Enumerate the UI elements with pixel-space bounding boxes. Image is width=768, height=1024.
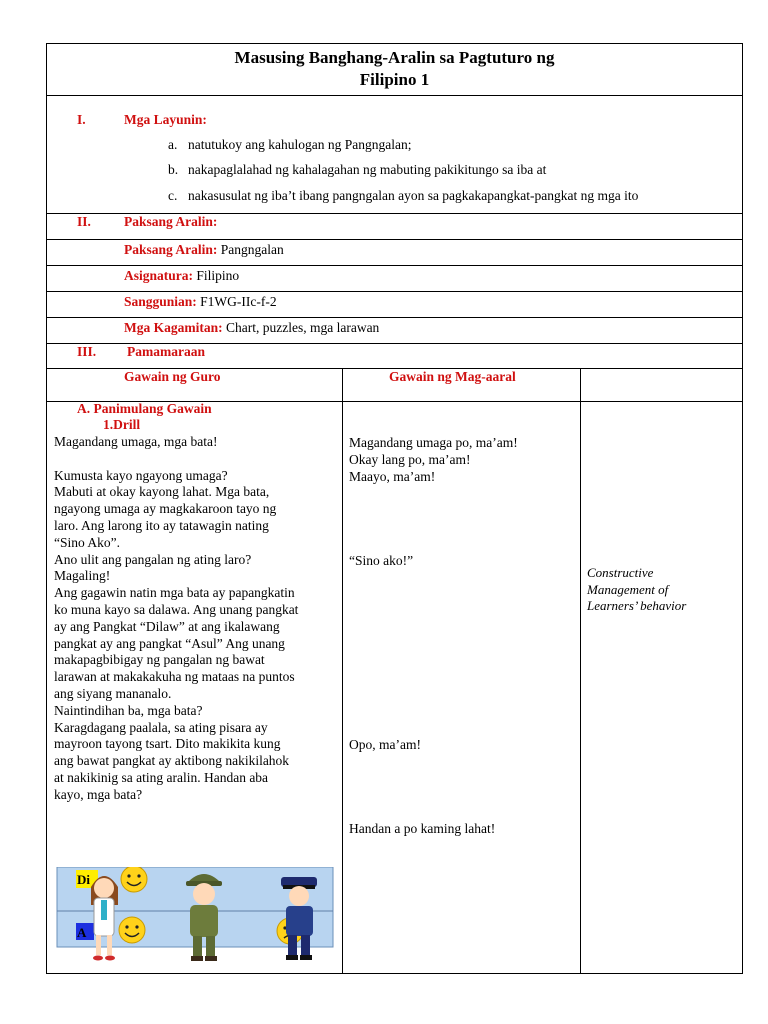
column-divider (580, 369, 581, 974)
subsection-heading: A. Panimulang Gawain (77, 401, 212, 416)
yellow-team-label: Di (77, 872, 90, 887)
section-numeral: II. (77, 214, 91, 229)
student-understood-response: Opo, ma’am! (349, 737, 421, 752)
topic-row (47, 240, 742, 266)
section-heading: Mga Layunin: (124, 112, 207, 127)
activity-table-header (47, 369, 742, 402)
field-value: Chart, puzzles, mga larawan (222, 320, 380, 335)
remarks-note: Constructive Management of Learners’ behavior (587, 565, 687, 613)
blue-team-label: A (77, 925, 87, 940)
procedure-heading-row (47, 344, 742, 369)
objective-letter: c. (168, 188, 178, 203)
student-game-response: “Sino ako!” (349, 553, 414, 568)
reference-row (47, 292, 742, 318)
smiley-icon (119, 917, 145, 943)
field-value: F1WG-IIc-f-2 (196, 294, 277, 309)
subject-row (47, 266, 742, 292)
column-divider (342, 369, 343, 974)
teacher-column-header: Gawain ng Guro (124, 369, 221, 384)
student-column-header: Gawain ng Mag-aaral (389, 369, 516, 384)
smiley-icon (121, 867, 147, 892)
section-numeral: III. (77, 344, 97, 359)
objective-text: nakapaglalahad ng kahalagahan ng mabuting pakikitungo sa iba at (188, 162, 547, 177)
objectives-section (47, 96, 742, 214)
topic-section-heading-row (47, 214, 742, 240)
field-label: Paksang Aralin: (124, 242, 218, 257)
section-numeral: I. (77, 112, 86, 127)
group-chart-illustration (56, 867, 334, 962)
student-greeting-response: Magandang umaga po, ma’am! Okay lang po, ma’am! Maayo, ma’am! (349, 435, 518, 484)
objective-text: natutukoy ang kahulogan ng Pangngalan; (188, 137, 412, 152)
group-chart-svg (56, 867, 334, 962)
materials-row (47, 318, 742, 344)
teacher-dialogue: Magandang umaga, mga bata! Kumusta kayo ngayong umaga? Mabuti at okay kayong lahat. Mga bata, ngayong umaga ay magkakaroon tayo ng laro. Ang larong ito ay tatawagin nating “Sino Ako”. Ano ulit ang pangalan ng ating laro? Magaling! Ang gagawin natin mga bata ay papangkatin ko muna kayo sa dalawa. Ang unang pangkat ay ang Pangkat “Dilaw” at ang ikalawang pangkat ay ang pangkat “Asul” Ang unang makapagbibigay ng pangalan ng bawat larawan at makakakuha ng mataas na puntos ang siyang mananalo. Naintindihan ba, mga bata? Karagdagang paalala, sa ating pisara ay mayroon tayong tsart. Dito makikita kung ang bawat pangkat ay aktibong nakikilahok at nakikinig sa ating aralin. Handan aba kayo, mga bata? (54, 434, 299, 802)
lesson-plan-document (46, 43, 743, 974)
student-ready-response: Handan a po kaming lahat! (349, 821, 496, 836)
doctor-character-icon (91, 876, 118, 961)
section-heading: Pamamaraan (127, 344, 205, 359)
page-title: Masusing Banghang-Aralin sa Pagtuturo ng (234, 48, 555, 67)
title-row (47, 44, 742, 96)
drill-heading: 1.Drill (103, 417, 141, 432)
objective-letter: b. (168, 162, 179, 177)
objective-letter: a. (168, 137, 178, 152)
field-value: Filipino (193, 268, 240, 283)
field-value: Pangngalan (217, 242, 284, 257)
field-label: Sanggunian: (124, 294, 197, 309)
field-label: Asignatura: (124, 268, 194, 283)
section-heading: Paksang Aralin: (124, 214, 218, 229)
field-label: Mga Kagamitan: (124, 320, 223, 335)
page-subtitle: Filipino 1 (359, 70, 430, 89)
objective-text: nakasusulat ng iba’t ibang pangngalan ayon sa pagkakapangkat-pangkat ng mga ito (188, 188, 639, 203)
